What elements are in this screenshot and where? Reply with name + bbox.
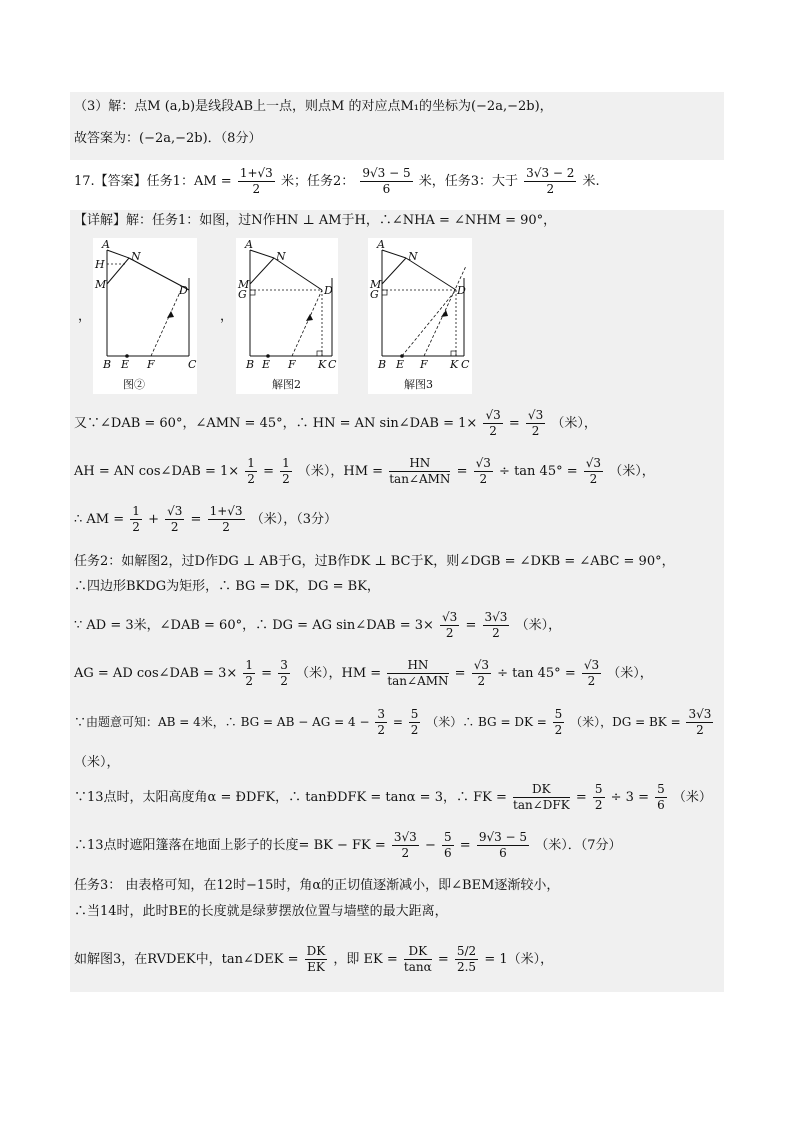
frac-num: 1 xyxy=(245,658,254,672)
frac-den: 2 xyxy=(280,674,288,688)
frac-num: 3 xyxy=(280,658,288,672)
text: （米），HM = xyxy=(295,666,382,681)
text: （米）， xyxy=(515,618,562,633)
equals: = xyxy=(392,715,403,729)
fraction xyxy=(474,456,493,487)
frac-den: tanα xyxy=(403,960,432,974)
text: （米）， xyxy=(551,416,597,431)
solution-figure-3-svg xyxy=(368,238,472,394)
frac-den: 2 xyxy=(492,626,500,640)
text: （米）， xyxy=(607,666,653,681)
frac-den: 2 xyxy=(531,424,540,438)
text: （米） xyxy=(672,790,712,805)
fraction xyxy=(243,658,255,689)
frac-den: 2 xyxy=(245,674,254,688)
frac-num: 1+√3 xyxy=(239,166,273,180)
svg-text:A: A xyxy=(245,238,253,251)
answer17-line xyxy=(74,166,600,197)
svg-text:M: M xyxy=(95,278,107,291)
frac-num: HN xyxy=(387,658,448,674)
text: （米），（3分） xyxy=(250,512,337,527)
frac-num: 5 xyxy=(594,782,603,796)
text: 如解图3，在RVDEK中，tan∠DEK = xyxy=(74,952,299,967)
part3-line1: （3）解：点M (a,b)是线段AB上一点，则点M 的对应点M₁的坐标为(−2a,−2b)， xyxy=(74,99,553,114)
svg-text:D: D xyxy=(179,284,188,297)
frac-den: EK xyxy=(307,960,325,974)
answer17-mid1: 米；任务2： xyxy=(280,174,355,189)
frac-num: 3√3 xyxy=(688,707,712,721)
fraction xyxy=(305,944,328,975)
fraction xyxy=(455,944,478,975)
fraction xyxy=(686,707,713,738)
svg-text:F: F xyxy=(420,358,428,371)
plus: + xyxy=(148,512,159,527)
svg-text:M: M xyxy=(370,278,382,291)
svg-text:C: C xyxy=(328,358,337,371)
frac-den: tan∠AMN xyxy=(389,472,451,486)
text: 又∵∠DAB = 60°，∠AMN = 45°，∴ HN = AN sin∠DAB = 1× xyxy=(74,416,478,431)
frac-num: 1 xyxy=(247,456,255,470)
frac-den: 2 xyxy=(489,424,497,438)
frac-den: 2 xyxy=(282,472,290,486)
frac-den: 2 xyxy=(587,674,596,688)
detail-line-unit: （米）， xyxy=(74,755,120,770)
svg-text:C: C xyxy=(461,358,470,371)
figure-2-diagram xyxy=(93,238,197,394)
fraction xyxy=(593,782,605,813)
fraction xyxy=(245,456,257,487)
detail-line-rectangle: ∴四边形BKDG为矩形，∴ BG = DK，DG = BK， xyxy=(74,579,380,594)
equals: = xyxy=(190,512,202,527)
fraction xyxy=(582,658,601,689)
fraction xyxy=(526,408,545,439)
svg-text:K: K xyxy=(318,358,327,371)
frac-num: 3√3 − 2 xyxy=(526,166,575,180)
svg-text:A: A xyxy=(377,238,385,251)
frac-num: 1 xyxy=(132,504,140,518)
frac-num: 9√3 − 5 xyxy=(362,166,411,180)
text: ÷ tan 45° = xyxy=(497,666,576,681)
fraction xyxy=(513,782,570,813)
frac-num: 5 xyxy=(554,707,563,721)
solution-figure-2-svg xyxy=(236,238,338,394)
text: = xyxy=(454,666,466,681)
svg-text:E: E xyxy=(396,358,405,371)
detail-line-hn xyxy=(74,408,597,439)
svg-text:G: G xyxy=(370,288,379,301)
solution-figure-2-diagram xyxy=(236,238,338,394)
fraction xyxy=(483,610,510,641)
solution-figure-3-diagram xyxy=(368,238,472,394)
text: ，即 EK = xyxy=(333,952,398,967)
fraction xyxy=(477,830,529,861)
text: ∴ AM = xyxy=(74,512,125,527)
frac-num: √3 xyxy=(583,658,600,672)
detail-line-ah xyxy=(74,456,655,487)
detail-line-max-distance: ∴当14时，此时BE的长度就是绿萝摆放位置与墙壁的最大距离， xyxy=(74,904,448,919)
svg-text:B: B xyxy=(246,358,255,371)
frac-num: √3 xyxy=(485,408,501,422)
figure-comma-2: ， xyxy=(220,309,234,324)
frac-num: 5 xyxy=(444,830,452,844)
frac-num: 1 xyxy=(282,456,290,470)
part3-line2: 故答案为：(−2a,−2b)．（8分） xyxy=(74,131,262,146)
detail-line-ek xyxy=(74,944,553,975)
answer17-frac1 xyxy=(238,166,275,197)
frac-num: 3√3 xyxy=(484,610,508,624)
solution-figure-3-caption: 解图3 xyxy=(404,378,433,391)
fraction xyxy=(584,456,603,487)
text: （米）∴ BG = DK = xyxy=(426,715,547,729)
svg-text:A: A xyxy=(102,238,110,251)
frac-num: 3 xyxy=(377,707,386,721)
frac-den: 2 xyxy=(554,723,563,737)
answer17-frac2 xyxy=(360,166,412,197)
fraction xyxy=(208,504,245,535)
detail-line-dg xyxy=(74,610,561,641)
detail-line-bg xyxy=(74,707,715,738)
svg-text:D: D xyxy=(324,284,333,297)
frac-num: 5 xyxy=(410,707,419,721)
frac-num: HN xyxy=(389,456,450,472)
equals: = xyxy=(575,790,587,805)
equals: = xyxy=(459,838,471,853)
svg-text:N: N xyxy=(131,250,141,263)
fraction xyxy=(280,456,292,487)
fraction xyxy=(440,610,459,641)
frac-num: 5/2 xyxy=(456,944,477,958)
detail-line-task3: 任务3： 由表格可知，在12时−15时，角α的正切值逐渐减小，即∠BEM逐渐较小， xyxy=(74,878,560,893)
fraction xyxy=(483,408,502,439)
frac-den: 2 xyxy=(479,472,488,486)
text: （米）， xyxy=(609,464,655,479)
frac-den: 2 xyxy=(594,798,603,812)
svg-text:E: E xyxy=(121,358,130,371)
fraction xyxy=(130,504,142,535)
answer17-prefix: 17.【答案】任务1：AM = xyxy=(74,174,232,189)
frac-num: √3 xyxy=(167,504,183,518)
frac-num: DK xyxy=(404,944,432,960)
detail-line-task2: 任务2：如解图2，过D作DG ⊥ AB于G，过B作DK ⊥ BC于K，则∠DGB = ∠DKB = ∠ABC = 90°， xyxy=(74,554,675,569)
text: ÷ tan 45° = xyxy=(499,464,578,479)
frac-den: 2 xyxy=(132,520,140,534)
svg-text:D: D xyxy=(457,284,466,297)
detail-line-ag xyxy=(74,658,653,689)
frac-den: 2 xyxy=(696,723,704,737)
text: = xyxy=(456,464,468,479)
fraction xyxy=(389,456,450,487)
text: ∵13点时，太阳高度角α = ÐDFK，∴ tanÐDFK = tanα = 3，∴ FK = xyxy=(74,790,507,805)
text: = 1（米）， xyxy=(484,952,554,967)
fraction xyxy=(375,707,387,738)
frac-num: √3 xyxy=(527,408,544,422)
text: （米）．（7分） xyxy=(535,838,622,853)
frac-den: 2 xyxy=(546,182,555,196)
equals: = xyxy=(465,618,477,633)
svg-text:H: H xyxy=(95,258,105,271)
frac-den: 2 xyxy=(377,723,386,737)
frac-den: 2 xyxy=(252,182,261,196)
frac-num: 3√3 xyxy=(393,830,417,844)
fraction xyxy=(278,658,290,689)
svg-text:C: C xyxy=(188,358,197,371)
svg-text:F: F xyxy=(147,358,155,371)
svg-text:F: F xyxy=(288,358,296,371)
svg-text:B: B xyxy=(103,358,112,371)
frac-den: 2 xyxy=(222,520,230,534)
frac-num: 1+√3 xyxy=(209,504,243,518)
frac-den: 6 xyxy=(657,798,665,812)
fraction xyxy=(165,504,184,535)
answer17-mid2: 米，任务3：大于 xyxy=(418,174,519,189)
figure-2-caption: 图② xyxy=(123,378,145,391)
frac-den: 2.5 xyxy=(456,960,477,974)
solution-figure-2-caption: 解图2 xyxy=(272,378,301,391)
svg-text:E: E xyxy=(262,358,271,371)
figure-comma-1: ， xyxy=(78,309,92,324)
frac-den: tan∠DFK xyxy=(513,798,570,812)
text: （米），HM = xyxy=(297,464,384,479)
frac-den: 6 xyxy=(382,182,391,196)
frac-den: 6 xyxy=(444,846,452,860)
text: ∵ AD = 3米，∠DAB = 60°，∴ DG = AG sin∠DAB = 3× xyxy=(74,618,434,633)
text: （米），DG = BK = xyxy=(570,715,681,729)
frac-den: 2 xyxy=(445,626,454,640)
fraction xyxy=(472,658,491,689)
frac-den: 6 xyxy=(499,846,507,860)
answer17-suffix: 米. xyxy=(582,174,600,189)
minus: − xyxy=(424,838,436,853)
frac-den: 2 xyxy=(477,674,486,688)
frac-num: √3 xyxy=(442,610,458,624)
frac-num: 5 xyxy=(657,782,665,796)
frac-den: 2 xyxy=(170,520,179,534)
fraction xyxy=(392,830,419,861)
frac-den: 2 xyxy=(410,723,419,737)
text: ∵由题意可知：AB = 4米，∴ BG = AB − AG = 4 − xyxy=(74,715,370,729)
equals: = xyxy=(508,416,520,431)
detail-intro: 【详解】解：任务1：如图，过N作HN ⊥ AM于H，∴∠NHA = ∠NHM = 90°， xyxy=(74,213,557,228)
text: AG = AD cos∠DAB = 3× xyxy=(74,666,238,681)
equals: = xyxy=(263,464,274,479)
svg-text:B: B xyxy=(378,358,387,371)
fraction xyxy=(404,944,432,975)
frac-num: 9√3 − 5 xyxy=(478,830,528,844)
equals: = xyxy=(437,952,449,967)
fraction xyxy=(553,707,565,738)
text: ∴13点时遮阳篷落在地面上影子的长度= BK − FK = xyxy=(74,838,386,853)
svg-text:G: G xyxy=(238,288,247,301)
frac-den: 2 xyxy=(401,846,410,860)
frac-num: √3 xyxy=(475,456,491,470)
frac-num: √3 xyxy=(585,456,602,470)
equals: = xyxy=(261,666,273,681)
detail-line-fk xyxy=(74,782,712,813)
frac-den: 2 xyxy=(247,472,255,486)
detail-line-am xyxy=(74,504,337,535)
frac-den: tan∠AMN xyxy=(387,674,449,688)
answer17-frac3 xyxy=(524,166,576,197)
text: AH = AN cos∠DAB = 1× xyxy=(74,464,240,479)
frac-num: DK xyxy=(306,944,326,958)
svg-text:N: N xyxy=(276,250,286,263)
frac-num: DK xyxy=(513,782,570,798)
fraction xyxy=(655,782,667,813)
detail-line-shadow xyxy=(74,830,621,861)
svg-text:K: K xyxy=(450,358,459,371)
frac-num: √3 xyxy=(473,658,489,672)
fraction xyxy=(409,707,421,738)
fraction xyxy=(387,658,448,689)
figure-2-svg xyxy=(93,238,197,394)
svg-text:N: N xyxy=(408,250,418,263)
svg-text:M: M xyxy=(238,278,250,291)
frac-den: 2 xyxy=(589,472,598,486)
fraction xyxy=(442,830,454,861)
text: ÷ 3 = xyxy=(610,790,649,805)
